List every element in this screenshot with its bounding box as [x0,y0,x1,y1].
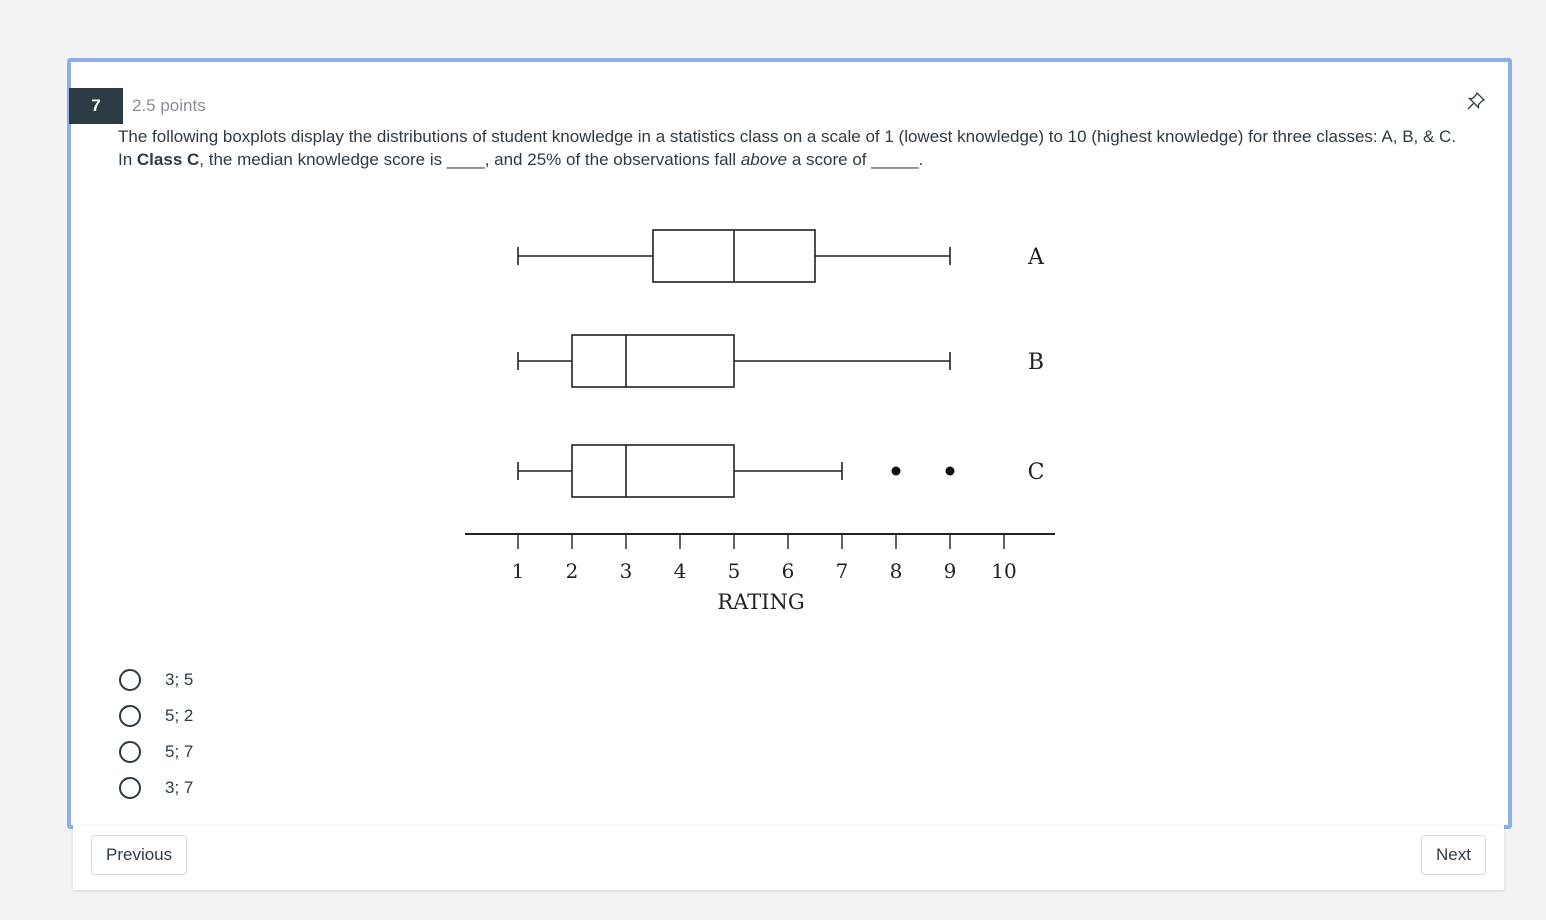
question-number-badge: 7 [69,88,123,124]
boxplot-chart [71,62,1508,662]
class-c-bold: Class C [136,150,200,169]
x-tick-label: 2 [565,559,579,583]
x-tick-label: 9 [943,559,957,583]
radio-button[interactable] [119,777,141,799]
x-tick-label: 1 [511,559,525,583]
answer-list [117,662,193,806]
answer-label: 3; 7 [165,778,194,797]
answer-option[interactable] [117,770,193,806]
question-text-line2: In Class C, the median knowledge score is ____, and 25% of the observations fall above a score of _____. [118,150,924,169]
answer-label: 5; 2 [165,706,194,725]
x-tick-label: 5 [727,559,741,583]
answer-label: 5; 7 [165,742,194,761]
series-label: C [1027,460,1045,485]
outlier-point [946,467,955,476]
radio-button[interactable] [119,741,141,763]
quiz-footer [73,825,1504,890]
x-tick-label: 3 [619,559,633,583]
question-card [67,58,1512,829]
series-label: B [1027,350,1045,375]
radio-button[interactable] [119,669,141,691]
above-italic: above [740,150,788,169]
series-label: A [1028,245,1044,270]
previous-button[interactable]: Previous [91,835,187,875]
x-tick-label: 8 [889,559,903,583]
box-iqr [572,445,734,497]
blank-2: _____ [871,150,919,169]
blank-1: ____ [446,150,485,169]
answer-option[interactable] [117,734,193,770]
outlier-point [892,467,901,476]
answer-option[interactable] [117,698,193,734]
answer-label: 3; 5 [165,670,194,689]
radio-button[interactable] [119,705,141,727]
question-points: 2.5 points [132,96,206,115]
box-iqr [572,335,734,387]
x-tick-label: 6 [781,559,795,583]
answer-option[interactable] [117,662,193,698]
question-text-line1: The following boxplots display the distributions of student knowledge in a statistics class on a scale of 1 (lowest knowledge) to 10 (highest knowledge) for three classes: A, B, & C. [118,127,1457,146]
x-axis-label: RATING [717,590,805,614]
next-button[interactable]: Next [1421,835,1486,875]
x-tick-label: 4 [673,559,687,583]
x-tick-label: 7 [835,559,849,583]
x-tick-label: 10 [991,559,1017,583]
